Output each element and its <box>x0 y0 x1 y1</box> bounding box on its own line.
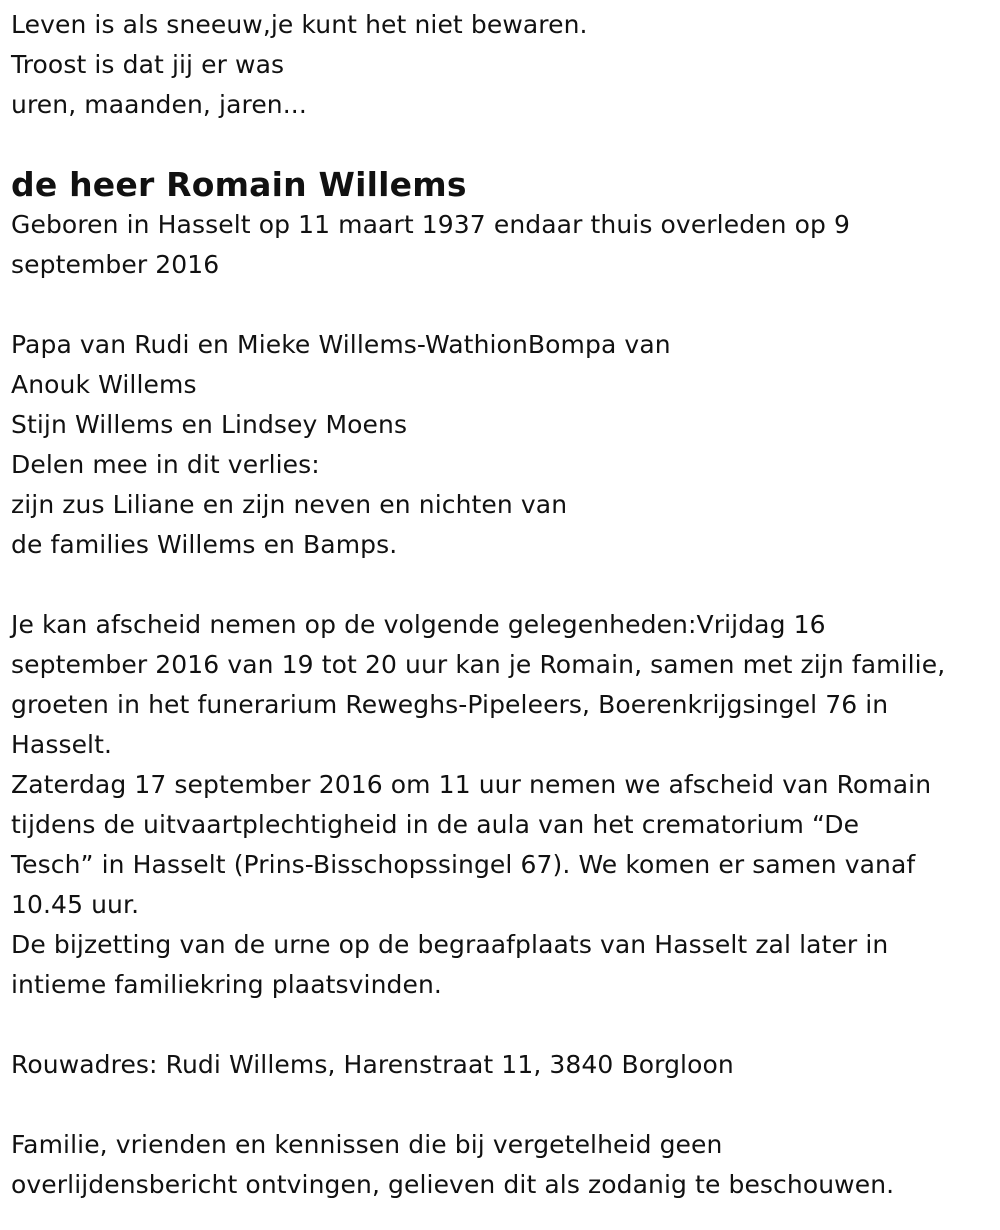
farewell-section <box>11 605 996 1005</box>
family-line: Stijn Willems en Lindsey Moens <box>11 410 408 439</box>
spacer <box>11 1085 996 1125</box>
farewell-line: 10.45 uur. <box>11 890 140 919</box>
family-line: de families Willems en Bamps. <box>11 530 398 559</box>
obituary-document <box>11 5 996 1205</box>
birth-line: Geboren in Hasselt op 11 maart 1937 endaar thuis overleden op 9 <box>11 210 851 239</box>
farewell-line: De bijzetting van de urne op de begraafplaats van Hasselt zal later in <box>11 930 889 959</box>
poem-line: uren, maanden, jaren... <box>11 90 307 119</box>
farewell-line: intieme familiekring plaatsvinden. <box>11 970 442 999</box>
poem-line: Leven is als sneeuw,je kunt het niet bewaren. <box>11 10 588 39</box>
farewell-line: september 2016 van 19 tot 20 uur kan je Romain, samen met zijn familie, <box>11 650 946 679</box>
closing-note <box>11 1125 996 1205</box>
spacer <box>11 1005 996 1045</box>
family-line: Delen mee in dit verlies: <box>11 450 320 479</box>
birth-death-info <box>11 205 996 285</box>
farewell-line: Hasselt. <box>11 730 113 759</box>
spacer <box>11 125 996 165</box>
family-section <box>11 325 996 565</box>
closing-line: Familie, vrienden en kennissen die bij vergetelheid geen <box>11 1130 723 1159</box>
family-line: Anouk Willems <box>11 370 197 399</box>
farewell-line: Tesch” in Hasselt (Prins-Bisschopssingel 67). We komen er samen vanaf <box>11 850 916 879</box>
spacer <box>11 285 996 325</box>
mourning-address: Rouwadres: Rudi Willems, Harenstraat 11, 3840 Borgloon <box>11 1050 734 1079</box>
farewell-line: groeten in het funerarium Reweghs-Pipeleers, Boerenkrijgsingel 76 in <box>11 690 889 719</box>
family-line: zijn zus Liliane en zijn neven en nichten van <box>11 490 568 519</box>
poem <box>11 5 996 125</box>
farewell-line: Je kan afscheid nemen op de volgende gelegenheden:Vrijdag 16 <box>11 610 826 639</box>
closing-line: overlijdensbericht ontvingen, gelieven dit als zodanig te beschouwen. <box>11 1170 895 1199</box>
farewell-line: Zaterdag 17 september 2016 om 11 uur nemen we afscheid van Romain <box>11 770 932 799</box>
spacer <box>11 565 996 605</box>
family-line: Papa van Rudi en Mieke Willems-WathionBompa van <box>11 330 671 359</box>
birth-line: september 2016 <box>11 250 220 279</box>
farewell-line: tijdens de uitvaartplechtigheid in de aula van het crematorium “De <box>11 810 860 839</box>
poem-line: Troost is dat jij er was <box>11 50 285 79</box>
deceased-name: de heer Romain Willems <box>11 165 467 204</box>
